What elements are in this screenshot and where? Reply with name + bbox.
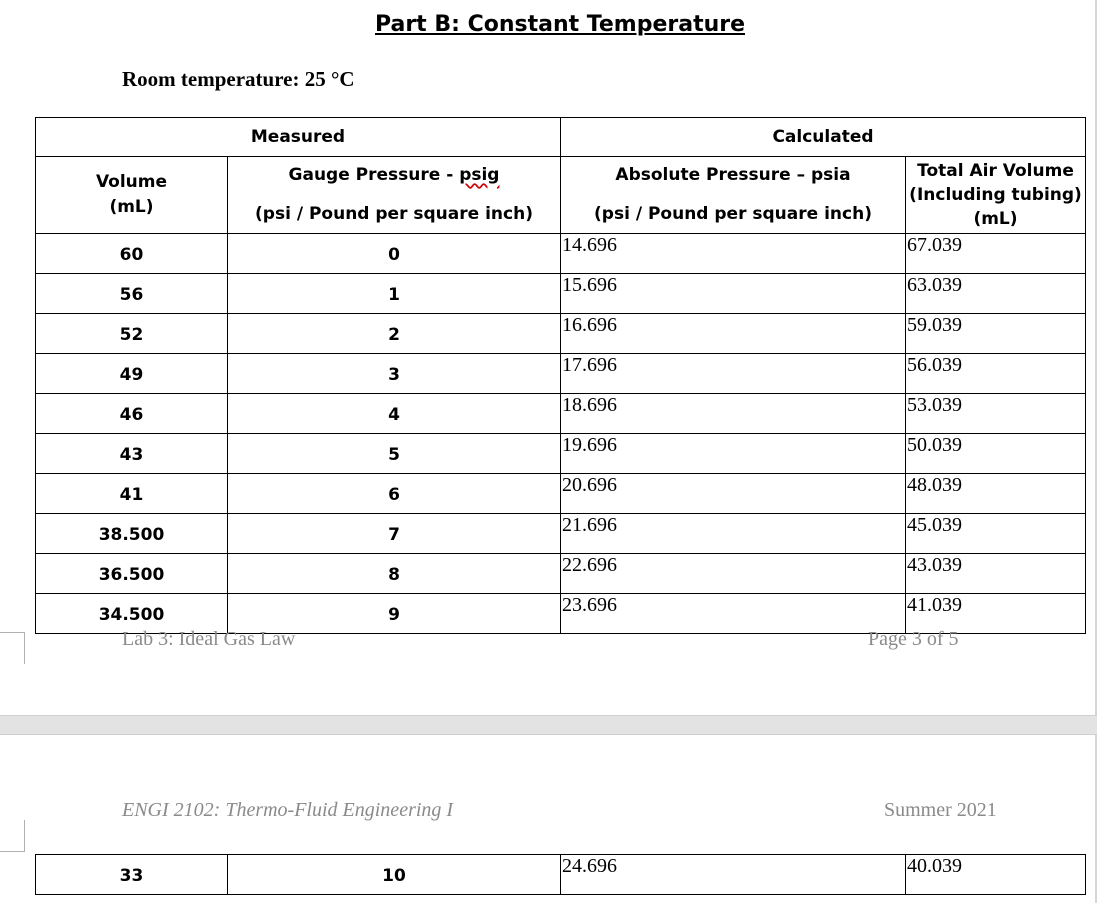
cell-volume[interactable]: 34.500 xyxy=(36,594,228,634)
cell-total-air-volume[interactable]: 53.039 xyxy=(906,394,1086,434)
cell-absolute-pressure[interactable]: 14.696 xyxy=(561,234,906,274)
cell-volume[interactable]: 60 xyxy=(36,234,228,274)
column-header-total-line3: (mL) xyxy=(973,209,1018,229)
cell-absolute-pressure[interactable]: 15.696 xyxy=(561,274,906,314)
table-row xyxy=(36,394,1086,434)
cell-gauge-pressure[interactable]: 6 xyxy=(228,474,561,514)
cell-absolute-pressure[interactable]: 16.696 xyxy=(561,314,906,354)
table-row xyxy=(36,474,1086,514)
cell-absolute-pressure[interactable]: 20.696 xyxy=(561,474,906,514)
table-group-header-row xyxy=(36,118,1086,157)
cell-gauge-pressure[interactable]: 10 xyxy=(228,855,561,895)
cell-absolute-pressure[interactable]: 18.696 xyxy=(561,394,906,434)
document-page-4 xyxy=(0,735,1097,903)
cell-gauge-pressure[interactable]: 0 xyxy=(228,234,561,274)
column-header-abs-line1: Absolute Pressure – psia xyxy=(615,165,851,185)
cell-total-air-volume[interactable]: 41.039 xyxy=(906,594,1086,634)
cell-absolute-pressure[interactable]: 24.696 xyxy=(561,855,906,895)
cell-absolute-pressure[interactable]: 23.696 xyxy=(561,594,906,634)
cell-gauge-pressure[interactable]: 3 xyxy=(228,354,561,394)
table-row xyxy=(36,234,1086,274)
cell-total-air-volume[interactable]: 56.039 xyxy=(906,354,1086,394)
cell-absolute-pressure[interactable]: 21.696 xyxy=(561,514,906,554)
table-column-header-row xyxy=(36,157,1086,234)
column-header-total-line1: Total Air Volume xyxy=(917,161,1074,181)
page-footer-page-number: Page 3 of 5 xyxy=(868,628,959,650)
cell-gauge-pressure[interactable]: 4 xyxy=(228,394,561,434)
table-row xyxy=(36,314,1086,354)
page-break-gap xyxy=(0,715,1097,735)
cell-volume[interactable]: 43 xyxy=(36,434,228,474)
column-header-absolute-pressure xyxy=(561,157,906,234)
table-body-continued xyxy=(36,855,1086,895)
table-row xyxy=(36,354,1086,394)
cell-total-air-volume[interactable]: 43.039 xyxy=(906,554,1086,594)
table-row xyxy=(36,274,1086,314)
cell-gauge-pressure[interactable]: 2 xyxy=(228,314,561,354)
cell-volume[interactable]: 33 xyxy=(36,855,228,895)
cell-gauge-pressure[interactable]: 9 xyxy=(228,594,561,634)
cell-volume[interactable]: 49 xyxy=(36,354,228,394)
room-temperature-label: Room temperature: 25 °C xyxy=(122,67,355,91)
cell-volume[interactable]: 41 xyxy=(36,474,228,514)
table-body xyxy=(36,234,1086,634)
cell-absolute-pressure[interactable]: 19.696 xyxy=(561,434,906,474)
cell-total-air-volume[interactable]: 50.039 xyxy=(906,434,1086,474)
spellcheck-flagged-word[interactable]: psig xyxy=(459,165,500,185)
cell-total-air-volume[interactable]: 48.039 xyxy=(906,474,1086,514)
cell-gauge-pressure[interactable]: 5 xyxy=(228,434,561,474)
cell-absolute-pressure[interactable]: 22.696 xyxy=(561,554,906,594)
cell-volume[interactable]: 36.500 xyxy=(36,554,228,594)
data-table-continued[interactable] xyxy=(35,854,1086,895)
cell-volume[interactable]: 56 xyxy=(36,274,228,314)
column-header-gauge-pressure xyxy=(228,157,561,234)
cell-total-air-volume[interactable]: 59.039 xyxy=(906,314,1086,354)
group-header-calculated: Calculated xyxy=(561,118,1086,157)
table-row xyxy=(36,554,1086,594)
cell-volume[interactable]: 46 xyxy=(36,394,228,434)
cell-volume[interactable]: 38.500 xyxy=(36,514,228,554)
page-header-course: ENGI 2102: Thermo-Fluid Engineering I xyxy=(122,799,454,821)
column-header-volume xyxy=(36,157,228,234)
cell-total-air-volume[interactable]: 67.039 xyxy=(906,234,1086,274)
cell-total-air-volume[interactable]: 63.039 xyxy=(906,274,1086,314)
column-header-total-line2: (Including tubing) xyxy=(909,185,1082,205)
column-header-total-air-volume xyxy=(906,157,1086,234)
table-row xyxy=(36,514,1086,554)
cell-absolute-pressure[interactable]: 17.696 xyxy=(561,354,906,394)
column-header-gauge-line1-prefix: Gauge Pressure - xyxy=(288,165,460,185)
group-header-measured: Measured xyxy=(36,118,561,157)
column-header-volume-line2: (mL) xyxy=(109,197,154,217)
cell-total-air-volume[interactable]: 40.039 xyxy=(906,855,1086,895)
page-header-term: Summer 2021 xyxy=(884,799,997,821)
column-header-gauge-line2: (psi / Pound per square inch) xyxy=(255,204,533,224)
column-header-abs-line2: (psi / Pound per square inch) xyxy=(594,204,872,224)
cell-volume[interactable]: 52 xyxy=(36,314,228,354)
page-footer-title: Lab 3: Ideal Gas Law xyxy=(122,628,296,650)
table-row xyxy=(36,855,1086,895)
table-row xyxy=(36,434,1086,474)
cell-gauge-pressure[interactable]: 7 xyxy=(228,514,561,554)
column-header-volume-line1: Volume xyxy=(95,172,168,192)
cell-gauge-pressure[interactable]: 8 xyxy=(228,554,561,594)
cell-total-air-volume[interactable]: 45.039 xyxy=(906,514,1086,554)
section-heading: Part B: Constant Temperature xyxy=(374,12,746,37)
cell-gauge-pressure[interactable]: 1 xyxy=(228,274,561,314)
text-boundary-mark xyxy=(0,820,25,852)
data-table[interactable] xyxy=(35,117,1086,634)
text-boundary-mark xyxy=(0,632,25,664)
